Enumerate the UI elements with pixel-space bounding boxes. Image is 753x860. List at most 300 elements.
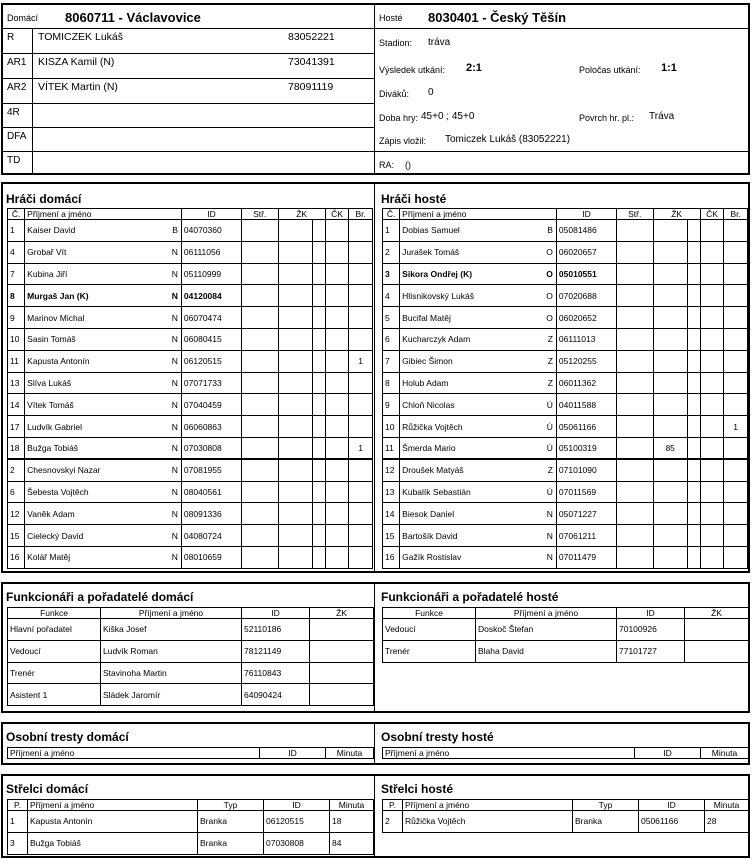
player-red-card xyxy=(325,328,349,350)
staff-id: 52110186 xyxy=(242,619,310,641)
player-number: 2 xyxy=(383,241,400,263)
player-goals xyxy=(242,503,279,525)
player-yellow-card-2 xyxy=(687,220,700,242)
player-number: 14 xyxy=(383,503,400,525)
player-br: 1 xyxy=(349,437,373,459)
player-goals xyxy=(617,220,654,242)
player-id: 08040561 xyxy=(181,481,241,503)
player-goals xyxy=(617,525,654,547)
player-yellow-card-2 xyxy=(312,263,325,285)
header-row xyxy=(8,800,374,811)
player-yellow-card xyxy=(653,372,687,394)
player-yellow-card xyxy=(278,546,312,568)
player-row xyxy=(383,503,748,525)
player-br xyxy=(349,220,373,242)
player-number: 10 xyxy=(8,328,25,350)
spectators-label: Diváků: xyxy=(379,89,410,99)
official-role: TD xyxy=(7,155,21,166)
player-position: Ú xyxy=(546,421,553,432)
player-goals xyxy=(617,241,654,263)
player-number: 15 xyxy=(8,525,25,547)
player-goals xyxy=(242,525,279,547)
scorer-order: 2 xyxy=(383,811,403,833)
player-row xyxy=(8,307,373,329)
player-name xyxy=(25,437,182,459)
staff-name: Kiška Josef xyxy=(101,619,242,641)
col-order: P. xyxy=(8,800,28,811)
col-id: ID xyxy=(242,608,310,619)
player-name-text: Kolář Matěj xyxy=(27,552,71,563)
staff-row xyxy=(383,640,749,662)
player-red-card xyxy=(700,350,724,372)
player-yellow-card-2 xyxy=(312,416,325,438)
player-name xyxy=(400,481,557,503)
player-red-card xyxy=(325,372,349,394)
scorer-type: Branka xyxy=(573,811,639,833)
scorer-name: Bužga Tobiáš xyxy=(28,832,198,854)
player-name xyxy=(25,459,182,481)
player-row xyxy=(8,328,373,350)
player-name-text: Gibiec Šimon xyxy=(402,356,453,367)
player-name xyxy=(400,241,557,263)
ra-label: RA: xyxy=(379,160,395,170)
players-section xyxy=(1,182,750,573)
player-name xyxy=(400,525,557,547)
staff-name: Sládek Jaromír xyxy=(101,684,242,706)
col-yellow: ŽK xyxy=(685,608,749,619)
official-role: R xyxy=(7,32,15,43)
col-id: ID xyxy=(181,209,241,220)
player-red-card xyxy=(700,394,724,416)
player-name xyxy=(400,372,557,394)
player-yellow-card-2 xyxy=(687,525,700,547)
player-name-text: Kucharczyk Adam xyxy=(402,334,471,345)
player-id: 06060863 xyxy=(181,416,241,438)
player-id: 07011479 xyxy=(556,546,616,568)
player-number: 8 xyxy=(383,372,400,394)
player-id: 06020657 xyxy=(556,241,616,263)
player-id: 06070474 xyxy=(181,307,241,329)
scorer-row xyxy=(8,832,374,854)
player-red-card xyxy=(325,503,349,525)
player-row xyxy=(8,394,373,416)
player-position: Ú xyxy=(546,486,553,497)
col-name: Příjmení a jméno xyxy=(403,800,573,811)
player-number: 7 xyxy=(383,350,400,372)
player-name-text: Kapusta Antonín xyxy=(27,356,90,367)
official-id: 83052221 xyxy=(288,31,335,43)
player-row xyxy=(8,285,373,307)
player-id: 07011569 xyxy=(556,481,616,503)
scorers-section xyxy=(1,774,750,858)
player-name xyxy=(25,241,182,263)
player-br xyxy=(724,481,748,503)
player-position: O xyxy=(546,312,553,323)
col-type: Typ xyxy=(198,800,264,811)
player-number: 8 xyxy=(8,285,25,307)
stadium-value: tráva xyxy=(428,37,451,48)
staff-yellow-card xyxy=(310,640,374,662)
player-red-card xyxy=(700,525,724,547)
player-name-text: Ludvík Gabriel xyxy=(27,421,82,432)
player-name-text: Vítek Tomáš xyxy=(27,399,74,410)
duration-value: 45+0 ; 45+0 xyxy=(421,111,475,122)
player-red-card xyxy=(325,525,349,547)
player-yellow-card-2 xyxy=(687,350,700,372)
player-position: N xyxy=(171,552,178,563)
official-role: AR1 xyxy=(7,57,27,68)
player-yellow-card-2 xyxy=(312,307,325,329)
player-name-text: Sikora Ondřej (K) xyxy=(402,268,473,279)
player-number: 12 xyxy=(8,503,25,525)
player-id: 05110999 xyxy=(181,263,241,285)
result-value: 2:1 xyxy=(466,62,482,74)
away-penalties-title: Osobní tresty hosté xyxy=(381,730,494,744)
player-number: 1 xyxy=(383,220,400,242)
player-yellow-card xyxy=(278,459,312,481)
staff-role: Vedoucí xyxy=(8,640,101,662)
col-name: Příjmení a jméno xyxy=(28,800,198,811)
official-name: KISZA Kamil (N) xyxy=(38,56,115,68)
player-goals xyxy=(242,350,279,372)
player-goals xyxy=(617,394,654,416)
player-name-text: Jurašek Tomáš xyxy=(402,247,460,258)
scorer-type: Branka xyxy=(198,811,264,833)
player-br xyxy=(349,416,373,438)
player-yellow-card-2 xyxy=(312,546,325,568)
col-id: ID xyxy=(617,608,685,619)
player-br xyxy=(349,546,373,568)
staff-id: 64090424 xyxy=(242,684,310,706)
home-penalties-title: Osobní tresty domácí xyxy=(6,730,129,744)
player-id: 05010551 xyxy=(556,263,616,285)
staff-row xyxy=(8,619,374,641)
player-name xyxy=(400,503,557,525)
staff-role: Trenér xyxy=(383,640,476,662)
player-yellow-card-2 xyxy=(312,525,325,547)
scorer-id: 05061166 xyxy=(639,811,705,833)
player-red-card xyxy=(325,459,349,481)
col-goals: Stř. xyxy=(242,209,279,220)
player-red-card xyxy=(325,546,349,568)
player-red-card xyxy=(700,503,724,525)
player-position: N xyxy=(171,290,178,301)
player-br xyxy=(724,263,748,285)
player-yellow-card-2 xyxy=(687,307,700,329)
player-br xyxy=(349,372,373,394)
player-goals xyxy=(617,263,654,285)
player-red-card xyxy=(325,285,349,307)
surface-label: Povrch hr. pl.: xyxy=(579,113,635,123)
player-name xyxy=(25,220,182,242)
scorer-row xyxy=(383,811,749,833)
player-red-card xyxy=(700,328,724,350)
player-number: 7 xyxy=(8,263,25,285)
player-row xyxy=(383,546,748,568)
player-name xyxy=(25,307,182,329)
col-id: ID xyxy=(556,209,616,220)
player-yellow-card-2 xyxy=(312,350,325,372)
player-yellow-card-2 xyxy=(687,459,700,481)
player-number: 14 xyxy=(8,394,25,416)
player-yellow-card xyxy=(653,546,687,568)
col-id: ID xyxy=(639,800,705,811)
player-yellow-card xyxy=(278,307,312,329)
staff-yellow-card xyxy=(310,662,374,684)
player-br xyxy=(349,459,373,481)
player-red-card xyxy=(325,481,349,503)
player-number: 1 xyxy=(8,220,25,242)
player-row xyxy=(383,525,748,547)
player-name xyxy=(400,394,557,416)
player-yellow-card xyxy=(278,437,312,459)
player-number: 9 xyxy=(8,307,25,329)
player-red-card xyxy=(700,241,724,263)
player-number: 13 xyxy=(8,372,25,394)
player-yellow-card-2 xyxy=(687,546,700,568)
player-id: 06111013 xyxy=(556,328,616,350)
player-position: N xyxy=(546,530,553,541)
player-row xyxy=(8,459,373,481)
player-number: 6 xyxy=(8,481,25,503)
player-number: 12 xyxy=(383,459,400,481)
player-number: 11 xyxy=(383,437,400,459)
scorer-order: 1 xyxy=(8,811,28,833)
away-staff-title: Funkcionáři a pořadatelé hosté xyxy=(381,590,559,604)
player-row xyxy=(383,481,748,503)
player-yellow-card xyxy=(278,285,312,307)
player-red-card xyxy=(325,394,349,416)
player-name-text: Bucifal Matěj xyxy=(402,312,451,323)
player-name-text: Kubina Jiří xyxy=(27,268,68,279)
player-id: 08091336 xyxy=(181,503,241,525)
player-br xyxy=(349,241,373,263)
col-name: Příjmení a jméno xyxy=(476,608,617,619)
player-name-text: Růžička Vojtěch xyxy=(402,421,463,432)
header-row xyxy=(8,608,374,619)
player-position: N xyxy=(171,377,178,388)
player-position: B xyxy=(172,225,178,236)
player-red-card xyxy=(700,437,724,459)
player-br: 1 xyxy=(349,350,373,372)
player-id: 05071227 xyxy=(556,503,616,525)
player-goals xyxy=(242,307,279,329)
player-row xyxy=(383,241,748,263)
player-id: 05081486 xyxy=(556,220,616,242)
player-row xyxy=(383,285,748,307)
home-label: Domácí xyxy=(7,13,39,23)
player-name xyxy=(25,546,182,568)
player-position: N xyxy=(171,356,178,367)
player-name-text: Murgaš Jan (K) xyxy=(27,290,89,301)
col-role: Funkce xyxy=(8,608,101,619)
player-id: 07061211 xyxy=(556,525,616,547)
player-br xyxy=(349,263,373,285)
player-yellow-card-2 xyxy=(687,437,700,459)
scorer-minute: 28 xyxy=(705,811,749,833)
scorer-name: Kapusta Antonín xyxy=(28,811,198,833)
player-red-card xyxy=(700,372,724,394)
col-id: ID xyxy=(260,748,326,759)
spectators-value: 0 xyxy=(428,87,434,98)
staff-yellow-card xyxy=(685,619,749,641)
player-name-text: Vaněk Adam xyxy=(27,508,75,519)
player-br xyxy=(349,285,373,307)
away-label: Hosté xyxy=(379,13,403,23)
player-br xyxy=(349,307,373,329)
player-goals xyxy=(242,481,279,503)
player-name xyxy=(400,416,557,438)
player-number: 2 xyxy=(8,459,25,481)
scorer-minute: 84 xyxy=(330,832,374,854)
player-yellow-card-2 xyxy=(312,503,325,525)
player-red-card xyxy=(325,263,349,285)
player-name xyxy=(400,285,557,307)
player-name xyxy=(25,416,182,438)
player-name xyxy=(400,263,557,285)
player-id: 07040459 xyxy=(181,394,241,416)
header-row xyxy=(383,209,748,220)
player-name xyxy=(25,481,182,503)
player-br xyxy=(724,307,748,329)
player-yellow-card-2 xyxy=(687,241,700,263)
player-yellow-card-2 xyxy=(687,416,700,438)
player-red-card xyxy=(700,416,724,438)
player-number: 16 xyxy=(383,546,400,568)
player-position: Z xyxy=(547,334,553,345)
player-id: 05061166 xyxy=(556,416,616,438)
player-position: O xyxy=(546,247,553,258)
player-id: 05120255 xyxy=(556,350,616,372)
recorder-label: Zápis vložil: xyxy=(379,136,427,146)
player-row xyxy=(383,394,748,416)
player-position: N xyxy=(171,312,178,323)
col-minute: Minuta xyxy=(705,800,749,811)
staff-row xyxy=(8,662,374,684)
player-yellow-card-2 xyxy=(687,394,700,416)
player-name xyxy=(25,394,182,416)
col-br: Br. xyxy=(349,209,373,220)
player-goals xyxy=(242,394,279,416)
player-goals xyxy=(242,263,279,285)
player-name-text: Hlisnikovský Lukáš xyxy=(402,290,474,301)
player-yellow-card-2 xyxy=(312,328,325,350)
player-goals xyxy=(242,241,279,263)
col-minute: Minuta xyxy=(330,800,374,811)
col-id: ID xyxy=(635,748,701,759)
player-id: 07071733 xyxy=(181,372,241,394)
player-yellow-card-2 xyxy=(687,481,700,503)
staff-id: 70100926 xyxy=(617,619,685,641)
player-name xyxy=(25,503,182,525)
player-name xyxy=(400,350,557,372)
col-minute: Minuta xyxy=(701,748,749,759)
player-red-card xyxy=(700,459,724,481)
col-br: Br. xyxy=(724,209,748,220)
player-row xyxy=(8,437,373,459)
player-goals xyxy=(617,372,654,394)
player-position: Z xyxy=(547,356,553,367)
staff-row xyxy=(8,684,374,706)
player-position: Z xyxy=(547,377,553,388)
match-header xyxy=(1,3,750,175)
player-position: B xyxy=(547,225,553,236)
staff-name: Blaha David xyxy=(476,640,617,662)
player-yellow-card-2 xyxy=(312,241,325,263)
player-yellow-card xyxy=(653,525,687,547)
player-name xyxy=(400,328,557,350)
player-yellow-card xyxy=(653,394,687,416)
player-yellow-card xyxy=(653,220,687,242)
player-goals xyxy=(242,328,279,350)
player-br xyxy=(724,546,748,568)
player-yellow-card xyxy=(653,459,687,481)
header-row xyxy=(383,608,749,619)
player-red-card xyxy=(700,263,724,285)
staff-id: 77101727 xyxy=(617,640,685,662)
player-id: 07030808 xyxy=(181,437,241,459)
player-name-text: Bužga Tobiáš xyxy=(27,443,79,454)
player-id: 05100319 xyxy=(556,437,616,459)
col-name: Příjmení a jméno xyxy=(400,209,557,220)
player-name-text: Biesok Daniel xyxy=(402,508,455,519)
player-position: N xyxy=(546,552,553,563)
player-goals xyxy=(617,285,654,307)
player-name xyxy=(400,307,557,329)
player-goals xyxy=(242,546,279,568)
surface-value: Tráva xyxy=(649,111,675,122)
player-yellow-card-2 xyxy=(312,372,325,394)
scorer-row xyxy=(8,811,374,833)
player-number: 18 xyxy=(8,437,25,459)
scorer-id: 06120515 xyxy=(264,811,330,833)
staff-section xyxy=(1,582,750,713)
player-row xyxy=(383,437,748,459)
player-yellow-card-2 xyxy=(312,481,325,503)
player-name-text: Marinov Michal xyxy=(27,312,85,323)
player-row xyxy=(383,220,748,242)
player-name xyxy=(400,459,557,481)
player-row xyxy=(8,416,373,438)
player-red-card xyxy=(325,350,349,372)
player-name xyxy=(400,437,557,459)
player-yellow-card xyxy=(653,503,687,525)
home-penalties-table xyxy=(7,747,374,759)
player-position: O xyxy=(546,290,553,301)
home-players-title: Hráči domácí xyxy=(6,192,82,206)
player-id: 04120084 xyxy=(181,285,241,307)
scorer-id: 07030808 xyxy=(264,832,330,854)
player-number: 16 xyxy=(8,546,25,568)
player-goals xyxy=(617,503,654,525)
player-position: N xyxy=(171,530,178,541)
player-id: 08010659 xyxy=(181,546,241,568)
stadium-label: Stadion: xyxy=(379,38,413,48)
player-number: 5 xyxy=(383,307,400,329)
player-br xyxy=(724,220,748,242)
player-number: 11 xyxy=(8,350,25,372)
player-name xyxy=(400,220,557,242)
recorder-value: Tomiczek Lukáš (83052221) xyxy=(445,134,571,145)
player-name xyxy=(25,263,182,285)
scorer-name: Růžička Vojtěch xyxy=(403,811,573,833)
player-yellow-card xyxy=(278,394,312,416)
player-red-card xyxy=(325,416,349,438)
player-name-text: Dobias Samuel xyxy=(402,225,460,236)
player-br xyxy=(724,459,748,481)
player-row xyxy=(8,372,373,394)
player-br xyxy=(724,285,748,307)
